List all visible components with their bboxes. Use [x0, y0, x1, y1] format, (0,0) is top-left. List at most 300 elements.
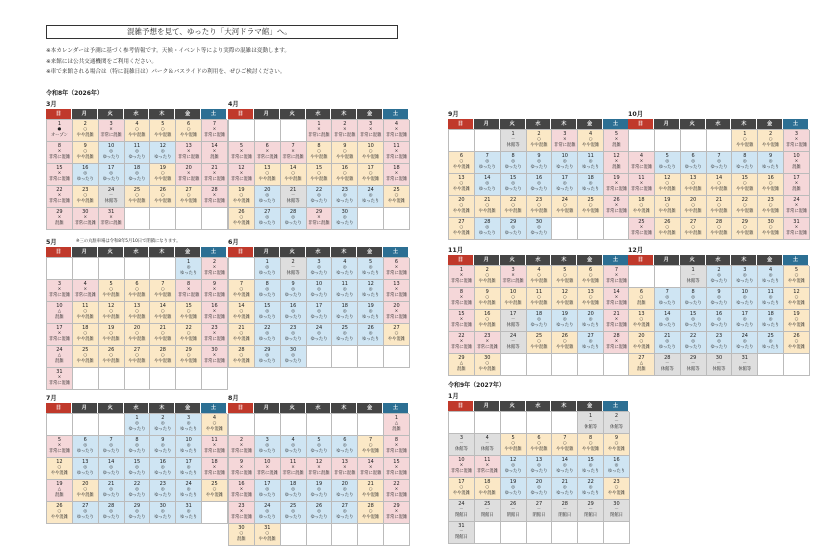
congestion-label: ゆったり	[258, 336, 276, 342]
congestion-symbol: ◎	[342, 509, 347, 515]
day-cell	[125, 458, 151, 480]
empty-cell	[384, 524, 410, 546]
day-cell	[73, 280, 99, 302]
congestion-label: ゆったり	[284, 220, 302, 226]
day-number: 6	[135, 281, 139, 287]
empty-cell	[449, 412, 475, 434]
day-number: 9	[83, 143, 87, 149]
day-number: 4	[485, 435, 489, 441]
congestion-symbol: ◎	[135, 149, 139, 155]
congestion-symbol: ○	[265, 531, 270, 537]
day-cell	[475, 218, 501, 240]
day-cell	[449, 218, 475, 240]
day-grid	[46, 119, 227, 230]
weekday-label: 木	[331, 403, 357, 413]
congestion-label: やや混雑	[180, 336, 198, 342]
day-number: 1	[394, 415, 399, 421]
congestion-symbol: ◎	[83, 171, 88, 177]
day-number: 28	[211, 187, 218, 193]
congestion-symbol: ◎	[588, 317, 593, 323]
day-number: 15	[315, 165, 323, 171]
congestion-label: ゆったり	[684, 344, 702, 350]
day-cell	[604, 310, 630, 332]
day-number: 19	[107, 325, 115, 331]
congestion-symbol: ◎	[562, 181, 567, 187]
day-cell	[578, 332, 604, 354]
congestion-symbol: ◎	[717, 159, 721, 165]
congestion-symbol: ○	[368, 509, 373, 515]
day-number: 20	[458, 197, 465, 203]
day-number: 19	[367, 303, 374, 309]
weekday-label: 日	[228, 109, 254, 119]
day-cell	[552, 196, 578, 218]
congestion-label: ゆったり	[504, 468, 522, 474]
day-number: 7	[665, 289, 669, 295]
congestion-label: やや混雑	[762, 142, 780, 148]
day-number: 12	[107, 303, 115, 309]
day-number: 26	[793, 333, 800, 339]
congestion-label: ゆったり	[362, 292, 380, 298]
weekday-label: 月	[654, 255, 680, 265]
day-cell	[307, 258, 333, 280]
day-cell	[475, 196, 501, 218]
congestion-label: 非常に混雑	[630, 186, 653, 192]
day-number: 27	[535, 501, 543, 507]
day-cell	[681, 218, 707, 240]
congestion-label: やや混雑	[478, 278, 496, 284]
congestion-symbol: ○	[665, 181, 670, 187]
congestion-label: 非常に混雑	[385, 314, 408, 320]
day-cell	[281, 208, 307, 230]
day-cell	[332, 120, 358, 142]
congestion-symbol: ×	[511, 273, 515, 279]
weekday-header	[448, 255, 629, 265]
day-number: 19	[56, 481, 63, 487]
empty-cell	[307, 414, 333, 436]
congestion-symbol: ×	[394, 309, 399, 315]
month-block	[228, 394, 409, 546]
weekday-label: 土	[383, 109, 409, 119]
congestion-symbol: ○	[768, 225, 773, 231]
day-cell	[449, 152, 475, 174]
congestion-symbol: ○	[239, 215, 244, 221]
congestion-symbol: ◎	[537, 317, 541, 323]
congestion-symbol: △	[394, 421, 399, 427]
weekday-header	[448, 401, 629, 411]
day-number: 9	[343, 143, 347, 149]
congestion-symbol: ◎	[317, 309, 321, 315]
day-cell	[527, 288, 553, 310]
congestion-symbol: ×	[614, 339, 619, 345]
congestion-symbol: ○	[639, 339, 644, 345]
congestion-label: 混雑	[612, 142, 621, 148]
congestion-symbol: ○	[83, 487, 88, 493]
day-number: 17	[264, 481, 271, 487]
congestion-symbol: －	[588, 419, 593, 425]
congestion-symbol: ◎	[742, 339, 747, 345]
empty-cell	[125, 208, 151, 230]
day-cell	[332, 436, 358, 458]
day-number: 23	[715, 333, 723, 339]
day-number: 31	[56, 369, 63, 375]
weekday-label: 土	[783, 255, 809, 265]
day-number: 17	[793, 175, 800, 181]
congestion-label: 非常に混雑	[334, 132, 356, 138]
congestion-label: やや混雑	[530, 344, 548, 350]
day-number: 11	[393, 143, 400, 149]
day-number: 1	[589, 413, 593, 419]
weekday-header	[228, 247, 409, 257]
congestion-symbol: ×	[212, 265, 217, 271]
day-cell	[73, 164, 99, 186]
congestion-symbol: －	[614, 419, 619, 425]
congestion-label: やや混雑	[232, 314, 251, 320]
congestion-label: やや混雑	[556, 446, 574, 452]
day-number: 30	[484, 355, 491, 361]
day-cell	[449, 196, 475, 218]
congestion-label: ゆったり	[258, 270, 276, 276]
day-cell	[604, 130, 630, 152]
congestion-label: 混雑	[612, 164, 621, 170]
empty-cell	[99, 414, 125, 436]
congestion-symbol: ◎	[317, 287, 321, 293]
day-number: 25	[767, 333, 774, 339]
day-number: 25	[484, 501, 491, 507]
day-number: 4	[135, 121, 139, 127]
congestion-label: 非常に混雑	[203, 470, 226, 476]
empty-cell	[73, 414, 99, 436]
congestion-label: 休館等	[506, 344, 520, 350]
congestion-label: やや混雑	[762, 230, 780, 236]
day-number: 15	[185, 303, 192, 309]
congestion-label: やや混雑	[710, 208, 728, 214]
day-number: 13	[185, 143, 192, 149]
weekday-label: 金	[577, 119, 603, 129]
congestion-symbol: ◎	[291, 487, 295, 493]
month-block	[228, 100, 409, 230]
day-cell	[125, 324, 151, 346]
day-number: 19	[561, 311, 568, 317]
day-cell	[732, 354, 758, 376]
month-block	[228, 238, 409, 368]
congestion-label: ゆったり	[310, 448, 328, 454]
congestion-symbol: －	[290, 193, 296, 199]
congestion-symbol: ◎	[186, 265, 191, 271]
congestion-label: 非常に混雑	[100, 132, 122, 138]
day-number: 6	[343, 437, 347, 443]
congestion-label: やや混雑	[658, 208, 676, 214]
congestion-symbol: ◎	[291, 287, 295, 293]
congestion-symbol: ◎	[186, 487, 191, 493]
day-number: 8	[691, 289, 695, 295]
day-cell	[150, 346, 176, 368]
day-number: 10	[458, 457, 465, 463]
day-number: 10	[264, 459, 271, 465]
day-cell	[47, 368, 73, 390]
congestion-label: やや混雑	[452, 230, 471, 236]
day-number: 25	[587, 197, 594, 203]
day-number: 13	[264, 165, 271, 171]
congestion-symbol: △	[57, 487, 62, 493]
congestion-label: やや混雑	[478, 300, 496, 306]
day-number: 4	[639, 153, 644, 159]
congestion-label: ゆったり	[258, 198, 276, 204]
day-grid	[448, 129, 629, 240]
congestion-symbol: ○	[368, 443, 373, 449]
congestion-symbol: ◎	[109, 171, 113, 177]
weekday-header	[46, 403, 227, 413]
congestion-label: 非常に混雑	[203, 176, 226, 182]
day-number: 13	[689, 175, 697, 181]
day-number: 17	[367, 165, 374, 171]
day-cell	[681, 288, 707, 310]
congestion-label: ゆったり	[258, 358, 276, 364]
congestion-label: ゆったり	[128, 514, 146, 520]
congestion-label: ゆったり	[762, 322, 780, 328]
congestion-label: やや混雑	[530, 142, 548, 148]
congestion-symbol: ◎	[691, 159, 695, 165]
day-number: 23	[613, 479, 620, 485]
weekday-label: 木	[149, 247, 175, 257]
day-number: 21	[159, 325, 166, 331]
congestion-label: ゆったり	[762, 300, 780, 306]
congestion-label: やや混雑	[362, 176, 380, 182]
day-cell	[281, 458, 307, 480]
day-number: 12	[56, 459, 63, 465]
day-number: 14	[107, 459, 115, 465]
congestion-symbol: －	[690, 361, 696, 367]
congestion-label: やや混雑	[478, 208, 496, 214]
day-number: 19	[159, 165, 166, 171]
month-note: ※三の丸駐車場は令和8年5月10日で閉鎖になります。	[76, 239, 181, 244]
congestion-symbol: ○	[588, 295, 593, 301]
congestion-symbol: ○	[588, 137, 593, 143]
congestion-label: やや混雑	[787, 344, 806, 350]
congestion-symbol: －	[536, 507, 542, 513]
day-number: 17	[185, 459, 192, 465]
congestion-symbol: ◎	[291, 353, 295, 359]
congestion-symbol: ○	[768, 181, 773, 187]
day-cell	[99, 164, 125, 186]
day-number: 11	[82, 303, 89, 309]
day-cell	[501, 196, 527, 218]
day-cell	[358, 480, 384, 502]
weekday-label: 木	[551, 401, 577, 411]
congestion-label: 非常に混雑	[308, 470, 330, 476]
day-cell	[604, 412, 630, 434]
congestion-symbol: ○	[239, 287, 244, 293]
day-number: 26	[613, 197, 620, 203]
day-number: 9	[161, 437, 165, 443]
day-cell	[707, 174, 733, 196]
congestion-symbol: ◎	[562, 159, 567, 165]
weekday-header	[46, 247, 227, 257]
congestion-label: やや混雑	[284, 176, 302, 182]
day-number: 12	[664, 175, 671, 181]
congestion-symbol: ×	[485, 463, 490, 469]
day-cell	[99, 208, 125, 230]
congestion-symbol: ○	[83, 127, 88, 133]
congestion-label: ゆったり	[76, 448, 94, 454]
congestion-symbol: △	[639, 361, 644, 367]
congestion-symbol: ○	[537, 295, 541, 301]
day-number: 11	[535, 289, 543, 295]
day-cell	[784, 152, 810, 174]
day-cell	[358, 280, 384, 302]
congestion-symbol: ○	[537, 203, 541, 209]
day-number: 9	[239, 459, 244, 465]
day-cell	[307, 302, 333, 324]
congestion-symbol: ◎	[291, 215, 295, 221]
congestion-symbol: ◎	[317, 331, 321, 337]
congestion-label: やや混雑	[154, 198, 172, 204]
day-grid	[628, 265, 809, 376]
day-cell	[501, 218, 527, 240]
congestion-label: 非常に混雑	[282, 470, 304, 476]
empty-cell	[150, 368, 176, 390]
month-name: 3月	[46, 101, 57, 108]
day-number: 23	[535, 197, 543, 203]
day-number: 6	[589, 267, 593, 273]
day-cell	[99, 186, 125, 208]
note-line: ※車で来館される場合は（特に混雑日は）パーク＆バスライドの利用を、ぜひご検討ください。	[46, 69, 286, 75]
notes	[46, 46, 290, 78]
congestion-symbol: ○	[562, 203, 567, 209]
congestion-label: 非常に混雑	[630, 164, 653, 170]
empty-cell	[758, 354, 784, 376]
day-cell	[578, 152, 604, 174]
day-cell	[732, 130, 758, 152]
weekday-label: 土	[201, 403, 227, 413]
congestion-label: 非常に混雑	[48, 448, 71, 454]
day-number: 21	[367, 481, 374, 487]
day-cell	[384, 302, 410, 324]
day-number: 2	[485, 267, 489, 273]
congestion-label: ゆったり	[310, 198, 328, 204]
day-cell	[99, 346, 125, 368]
day-number: 8	[187, 281, 191, 287]
day-cell	[281, 302, 307, 324]
congestion-label: やや混雑	[504, 300, 522, 306]
weekday-label: 日	[628, 119, 654, 129]
congestion-label: ゆったり	[102, 492, 120, 498]
day-cell	[47, 324, 73, 346]
day-cell	[150, 458, 176, 480]
day-number: 10	[367, 143, 374, 149]
day-grid	[448, 265, 629, 376]
day-number: 31	[107, 209, 115, 215]
day-number: 30	[289, 347, 297, 353]
day-cell	[307, 120, 333, 142]
empty-cell	[202, 368, 228, 390]
weekday-label: 水	[306, 403, 332, 413]
congestion-symbol: ○	[342, 149, 347, 155]
empty-cell	[358, 346, 384, 368]
day-number: 21	[107, 481, 115, 487]
congestion-symbol: ×	[639, 159, 644, 165]
congestion-symbol: －	[510, 339, 516, 345]
congestion-label: 閉館日	[584, 512, 598, 518]
day-cell	[99, 436, 125, 458]
congestion-label: ゆったり	[530, 468, 548, 474]
day-number: 5	[614, 131, 619, 137]
congestion-label: やや混雑	[684, 208, 702, 214]
day-number: 1	[743, 131, 747, 137]
day-number: 7	[369, 437, 373, 443]
day-number: 15	[393, 459, 400, 465]
day-cell	[125, 142, 151, 164]
day-cell	[629, 174, 655, 196]
congestion-label: 非常に混雑	[385, 270, 408, 276]
congestion-symbol: ◎	[265, 353, 270, 359]
congestion-symbol: ×	[57, 375, 62, 381]
day-number: 5	[369, 259, 373, 265]
day-cell	[384, 414, 410, 436]
congestion-symbol: ×	[794, 225, 799, 231]
day-cell	[202, 346, 228, 368]
month-name: 11月	[448, 247, 464, 254]
day-number: 7	[563, 435, 567, 441]
congestion-label: 混雑	[792, 164, 801, 170]
congestion-label: やや混雑	[180, 132, 198, 138]
day-number: 22	[264, 325, 271, 331]
day-cell	[527, 500, 553, 522]
congestion-symbol: ◎	[342, 193, 347, 199]
weekday-label: 木	[731, 255, 757, 265]
congestion-label: やや混雑	[128, 336, 146, 342]
congestion-label: 非常に混雑	[203, 336, 226, 342]
day-cell	[229, 142, 255, 164]
day-cell	[176, 436, 202, 458]
day-cell	[527, 218, 553, 240]
congestion-symbol: ◎	[186, 509, 191, 515]
weekday-label: 土	[603, 255, 629, 265]
day-number: 29	[458, 355, 465, 361]
congestion-label: 休館等	[712, 366, 726, 372]
day-cell	[732, 152, 758, 174]
empty-cell	[73, 258, 99, 280]
day-number: 9	[212, 281, 217, 287]
day-cell	[202, 120, 228, 142]
day-cell	[202, 142, 228, 164]
congestion-symbol: ◎	[717, 339, 721, 345]
congestion-label: ゆったり	[154, 514, 172, 520]
day-cell	[707, 152, 733, 174]
day-cell	[501, 266, 527, 288]
congestion-label: やや混雑	[154, 292, 172, 298]
month-name: 5月	[46, 239, 57, 246]
congestion-label: ゆったり	[504, 490, 522, 496]
congestion-label: やや混雑	[452, 490, 471, 496]
congestion-symbol: ×	[57, 215, 62, 221]
congestion-symbol: ◎	[511, 225, 515, 231]
weekday-label: 金	[577, 255, 603, 265]
congestion-symbol: ○	[212, 421, 217, 427]
congestion-label: ゆったり	[710, 300, 728, 306]
congestion-symbol: ◎	[665, 339, 670, 345]
empty-cell	[501, 412, 527, 434]
congestion-label: ゆったり	[607, 468, 626, 474]
congestion-symbol: －	[459, 529, 464, 535]
congestion-symbol: ×	[57, 331, 62, 337]
congestion-label: ゆったり	[310, 314, 328, 320]
day-cell	[449, 174, 475, 196]
day-number: 16	[535, 175, 543, 181]
congestion-symbol: ○	[511, 441, 515, 447]
day-cell	[255, 502, 281, 524]
congestion-symbol: ×	[239, 443, 244, 449]
day-number: 24	[56, 347, 63, 353]
